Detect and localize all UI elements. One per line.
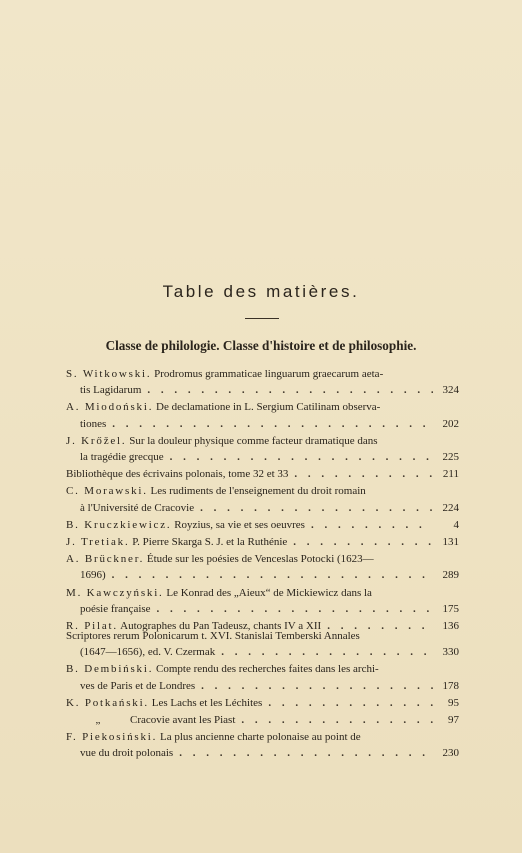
section-heading: Classe de philologie. Classe d'histoire et de philosophie. bbox=[105, 338, 417, 353]
ditto-mark: „ bbox=[95, 714, 101, 727]
toc-entry bbox=[66, 433, 459, 465]
page-number: 330 bbox=[442, 646, 459, 659]
page-number: 289 bbox=[442, 569, 459, 582]
toc-entry-line-continued bbox=[66, 449, 459, 465]
toc-entry-line bbox=[66, 483, 459, 499]
page-number: 211 bbox=[442, 468, 459, 481]
toc-title: Les rudiments de l'enseignement du droit romain bbox=[150, 485, 366, 498]
toc-section-2 bbox=[66, 628, 459, 762]
toc-author: A. Miodoński. bbox=[66, 401, 154, 414]
toc-title: La plus ancienne charte polonaise au point de bbox=[159, 731, 361, 744]
toc-title: Étude sur les poésies de Venceslas Potocki (1623— bbox=[146, 553, 374, 566]
toc-author: S. Witkowski. bbox=[66, 368, 152, 380]
toc-title-continued: la tragédie grecque bbox=[80, 451, 164, 464]
toc-author: F. Piekosiński. bbox=[66, 731, 158, 744]
toc-entry-text bbox=[66, 729, 361, 745]
toc-entry-line-continued bbox=[66, 644, 459, 660]
toc-author: R. Pilat. bbox=[66, 620, 118, 633]
page-number: 224 bbox=[442, 501, 459, 514]
toc-author: M. Kawczyński. bbox=[66, 586, 164, 599]
toc-entry-line-continued bbox=[66, 416, 459, 432]
dot-leader bbox=[112, 416, 433, 432]
toc-entry-line bbox=[66, 661, 459, 677]
toc-entry bbox=[66, 729, 459, 761]
toc-entry-line bbox=[66, 551, 459, 567]
page-number: 175 bbox=[442, 602, 459, 615]
toc-title: Compte rendu des recherches faites dans les archi- bbox=[156, 663, 379, 676]
toc-entry-text bbox=[66, 433, 378, 449]
toc-entry-line bbox=[66, 585, 459, 601]
toc-title: P. Pierre Skarga S. J. et la Ruthénie bbox=[132, 536, 288, 549]
toc-title-continued: à l'Université de Cracovie bbox=[80, 501, 195, 514]
dot-leader bbox=[157, 601, 433, 617]
page-number: 95 bbox=[448, 696, 459, 709]
page-number: 202 bbox=[442, 417, 459, 430]
dot-leader bbox=[179, 745, 433, 761]
toc-entry-line bbox=[66, 517, 459, 533]
toc-entry bbox=[66, 466, 459, 482]
toc-entry-line bbox=[66, 433, 459, 449]
toc-entry bbox=[66, 534, 459, 550]
toc-entry-text bbox=[66, 585, 372, 601]
toc-title: Royzius, sa vie et ses oeuvres bbox=[174, 518, 305, 531]
toc-section-1 bbox=[66, 366, 459, 634]
toc-title: Les Lachs et les Léchites bbox=[151, 696, 263, 709]
toc-entry bbox=[66, 517, 459, 533]
dot-leader bbox=[200, 500, 433, 516]
toc-title-continued: 1696) bbox=[80, 569, 106, 582]
toc-author: K. Potkański. bbox=[66, 696, 149, 709]
dot-leader bbox=[294, 466, 433, 482]
page-number: 225 bbox=[442, 451, 459, 464]
toc-entry-text bbox=[66, 628, 360, 644]
toc-entry bbox=[66, 628, 459, 660]
dot-leader bbox=[147, 382, 433, 398]
toc-entry-line-continued bbox=[66, 678, 459, 694]
toc-title: De declamatione in L. Sergium Catilinam observa- bbox=[156, 401, 381, 414]
page-number: 178 bbox=[442, 679, 459, 692]
page-number: 131 bbox=[442, 536, 459, 549]
dot-leader bbox=[221, 644, 433, 660]
toc-entry-line bbox=[66, 534, 459, 550]
dot-leader bbox=[268, 695, 433, 711]
toc-entry bbox=[66, 399, 459, 431]
dot-leader bbox=[293, 534, 433, 550]
toc-entry-text bbox=[66, 466, 288, 482]
toc-entry bbox=[66, 585, 459, 617]
toc-title-continued: vue du droit polonais bbox=[80, 747, 174, 760]
toc-title: Scriptores rerum Polonicarum t. XVI. Stanislai Temberski Annales bbox=[66, 630, 360, 642]
toc-entry bbox=[66, 366, 459, 398]
dot-leader bbox=[170, 449, 433, 465]
toc-title-continued: poésie française bbox=[80, 602, 151, 615]
toc-entry-line bbox=[66, 729, 459, 745]
toc-entry bbox=[66, 551, 459, 583]
toc-entry-text bbox=[66, 399, 380, 415]
toc-author: C. Morawski. bbox=[66, 485, 148, 498]
title-divider bbox=[245, 318, 279, 319]
toc-title: Bibliothèque des écrivains polonais, tome 32 et 33 bbox=[66, 468, 289, 481]
toc-author: B. Kruczkiewicz. bbox=[66, 518, 172, 531]
toc-entry-line bbox=[66, 366, 459, 382]
toc-entry bbox=[66, 712, 459, 728]
toc-author: A. Brückner. bbox=[66, 553, 145, 566]
toc-entry-line-continued bbox=[66, 382, 459, 398]
toc-entry-line bbox=[66, 695, 459, 711]
toc-title: Le Konrad des „Aieux“ de Mickiewicz dans la bbox=[166, 586, 372, 599]
toc-title-continued: tis Lagidarum bbox=[80, 384, 142, 397]
toc-entry-line-continued bbox=[66, 567, 459, 583]
toc-entry-line bbox=[66, 466, 459, 482]
toc-title-continued: (1647—1656), ed. V. Czermak bbox=[80, 646, 216, 659]
toc-author: J. Krőžel. bbox=[66, 434, 127, 447]
dot-leader bbox=[241, 712, 433, 728]
toc-entry-text bbox=[66, 517, 305, 533]
toc-entry-line-continued bbox=[66, 601, 459, 617]
dot-leader bbox=[311, 517, 433, 533]
toc-entry-text bbox=[66, 551, 374, 567]
toc-author: B. Dembiński. bbox=[66, 663, 154, 676]
page-number: 324 bbox=[442, 384, 459, 397]
toc-entry-text bbox=[66, 712, 235, 728]
page-number: 136 bbox=[442, 620, 459, 633]
toc-entry-text bbox=[66, 534, 287, 550]
toc-entry-line-continued bbox=[66, 500, 459, 516]
toc-title: Prodromus grammaticae linguarum graecarum aeta- bbox=[154, 368, 384, 380]
toc-entry-line bbox=[66, 628, 459, 644]
toc-entry-text bbox=[66, 366, 383, 382]
dot-leader bbox=[201, 678, 433, 694]
toc-entry-line-continued bbox=[66, 745, 459, 761]
page-number: 4 bbox=[453, 518, 459, 531]
toc-author: J. Tretiak. bbox=[66, 536, 130, 549]
toc-entry-text bbox=[66, 695, 262, 711]
toc-entry-text bbox=[66, 661, 379, 677]
page-number: 97 bbox=[448, 714, 459, 727]
toc-entry bbox=[66, 483, 459, 515]
dot-leader bbox=[112, 567, 433, 583]
toc-entry bbox=[66, 695, 459, 711]
toc-title-continued: ves de Paris et de Londres bbox=[80, 679, 196, 692]
page-number: 230 bbox=[442, 747, 459, 760]
toc-title: Cracovie avant les Piast bbox=[130, 714, 236, 727]
toc-entry-text bbox=[66, 483, 366, 499]
page-title: Table des matières. bbox=[162, 282, 360, 301]
toc-entry-line bbox=[66, 399, 459, 415]
toc-title: Sur la douleur physique comme facteur dramatique dans bbox=[129, 434, 378, 447]
toc-entry-line bbox=[66, 712, 459, 728]
toc-title-continued: tiones bbox=[80, 417, 107, 430]
toc-entry bbox=[66, 661, 459, 693]
toc-title: Autographes du Pan Tadeusz, chants IV a XII bbox=[120, 620, 322, 633]
